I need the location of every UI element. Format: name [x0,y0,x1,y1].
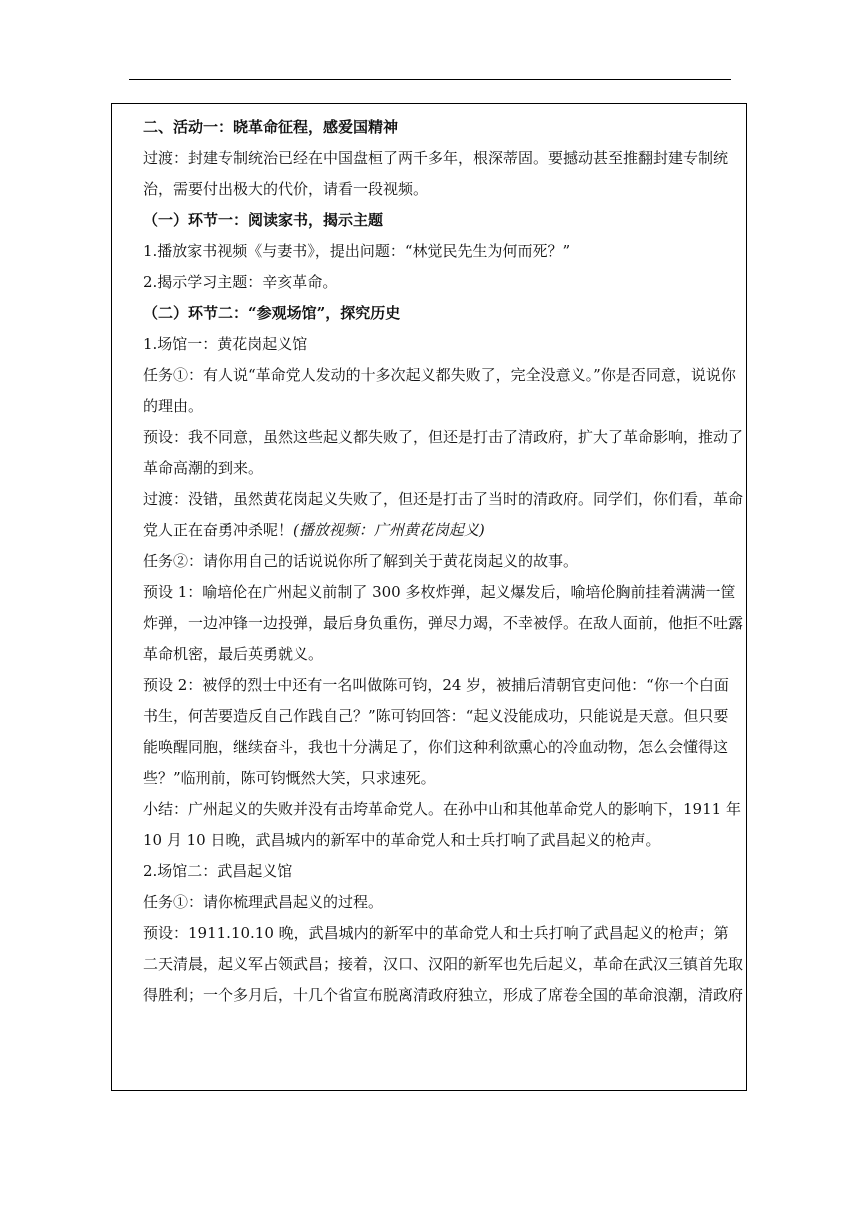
transition-paragraph [143,484,743,546]
list-item: 1.播放家书视频《与妻书》，提出问题：“林觉民先生为何而死？” [143,242,571,260]
preset-paragraph: 预设：我不同意，虽然这些起义都失败了，但还是打击了清政府，扩大了革命影响，推动了革命高潮的到来。 [143,428,744,477]
transition-paragraph: 过渡：封建专制统治已经在中国盘桓了两千多年，根深蒂固。要撼动甚至推翻封建专制统治，需要付出极大的代价，请看一段视频。 [143,149,729,198]
preset-paragraph: 预设：1911.10.10 晚，武昌城内的新军中的革命党人和士兵打响了武昌起义的枪声；第二天清晨，起义军占领武昌；接着，汉口、汉阳的新军也先后起义，革命在武汉三镇首先取得胜利；一个多月后，十几个省宣布脱离清政府独立，形成了席卷全国的革命浪潮，清政府 [143,924,744,1004]
task-paragraph: 任务①：有人说“革命党人发动的十多次起义都失败了，完全没意义。”你是否同意，说说你的理由。 [143,366,736,415]
section-title: （一）环节一：阅读家书，揭示主题 [143,211,384,229]
summary-paragraph: 小结：广州起义的失败并没有击垮革命党人。在孙中山和其他革命党人的影响下，1911 年 10 月 10 日晚，武昌城内的新军中的革命党人和士兵打响了武昌起义的枪声。 [143,800,741,849]
task-paragraph: 任务①：请你梳理武昌起义的过程。 [143,893,384,911]
activity-heading: 二、活动一：晓革命征程，感爱国精神 [143,118,399,136]
transition-text: 过渡：没错，虽然黄花岗起义失败了，但还是打击了当时的清政府。同学们，你们看，革命党人正在奋勇冲杀呢！ [143,490,744,539]
preset-paragraph: 预设 2：被俘的烈士中还有一名叫做陈可钧，24 岁，被捕后清朝官吏问他：“你一个白面书生，何苦要造反自己作践自己？”陈可钧回答：“起义没能成功，只能说是天意。但只要能唤醒同胞，继续奋斗，我也十分满足了，你们这种利欲熏心的冷血动物，怎么会懂得这些？”临刑前，陈可钧慨然大笑，只求速死。 [143,676,729,787]
video-note: (播放视频：广州黄花岗起义) [293,521,485,539]
venue-heading: 2.场馆二：武昌起义馆 [143,862,293,880]
list-item: 2.揭示学习主题：辛亥革命。 [143,273,338,291]
venue-heading: 1.场馆一：黄花岗起义馆 [143,335,308,353]
header-rule [129,79,731,80]
preset-paragraph: 预设 1：喻培伦在广州起义前制了 300 多枚炸弹，起义爆发后，喻培伦胸前挂着满满一筐炸弹，一边冲锋一边投弹，最后身负重伤，弹尽力竭，不幸被俘。在敌人面前，他拒不吐露革命机密，最后英勇就义。 [143,583,744,663]
lesson-content [143,112,743,1011]
task-paragraph: 任务②：请你用自己的话说说你所了解到关于黄花岗起义的故事。 [143,552,579,570]
section-title: （二）环节二：“参观场馆”，探究历史 [143,304,401,322]
